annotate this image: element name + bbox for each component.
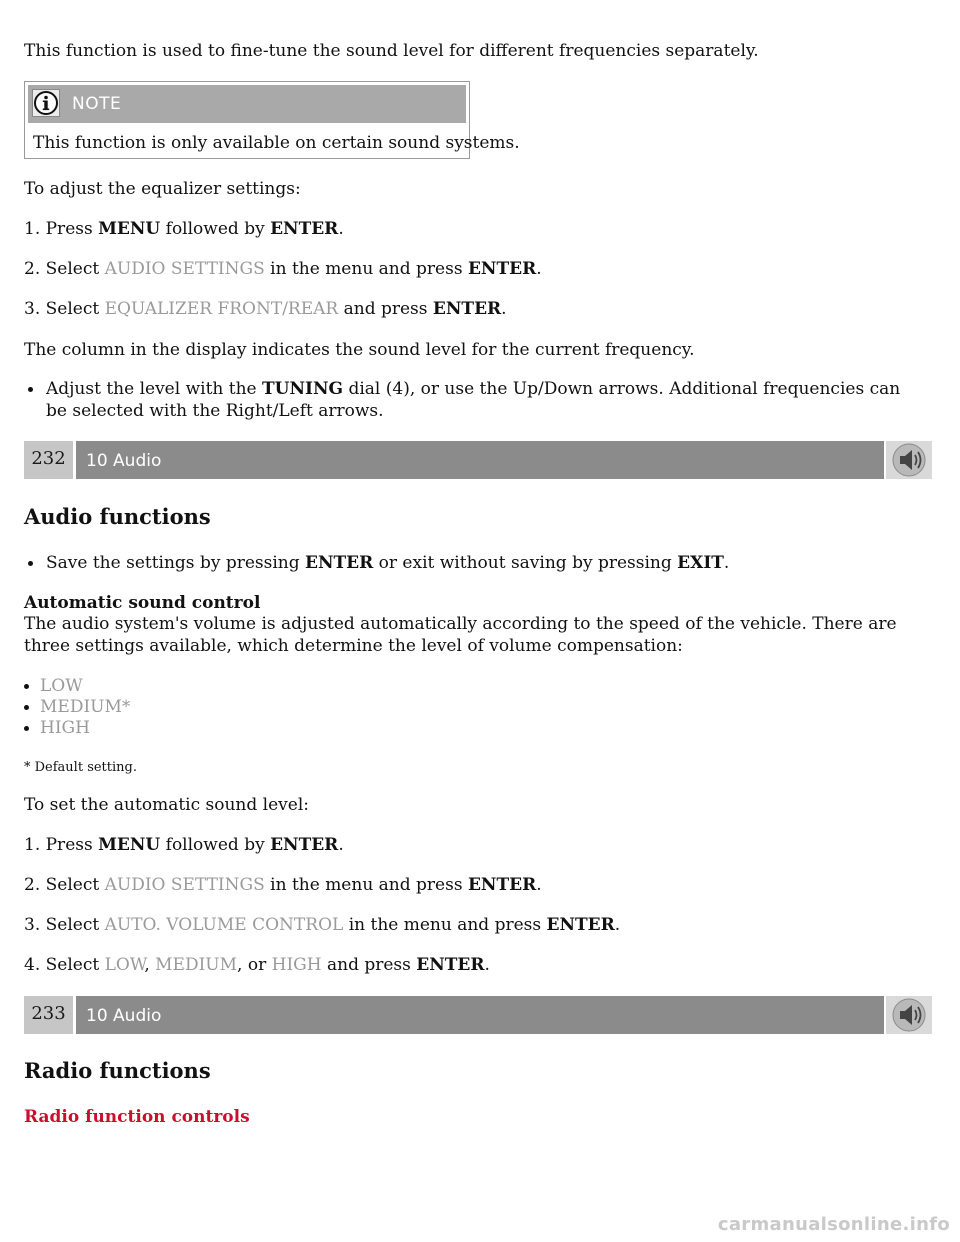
adjust-level-bullet: Adjust the level with the TUNING dial (4), or use the Up/Down arrows. Additional frequencies can be selected with the Right/Left arrows. [24, 378, 914, 422]
page-number: 233 [24, 996, 73, 1034]
footnote: * Default setting. [24, 760, 137, 775]
radio-function-controls-link[interactable]: Radio function controls [24, 1107, 250, 1127]
section-title-bar [76, 441, 884, 479]
heading-audio-functions: Audio functions [24, 504, 211, 529]
auto-step-3: 3. Select AUTO. VOLUME CONTROL in the menu and press ENTER. [24, 915, 621, 935]
level-item-medium: MEDIUM* [24, 696, 130, 718]
auto-step-4: 4. Select LOW, MEDIUM, or HIGH and press ENTER. [24, 955, 490, 975]
bullet-dot [28, 387, 33, 392]
column-text: The column in the display indicates the sound level for the current frequency. [24, 340, 695, 360]
bullet-dot [24, 726, 29, 731]
auto-step-2: 2. Select AUDIO SETTINGS in the menu and press ENTER. [24, 875, 542, 895]
speaker-icon [886, 441, 932, 479]
section-title: 10 Audio [86, 451, 162, 471]
level-item-low: LOW [24, 675, 83, 697]
intro-text: This function is used to fine-tune the sound level for different frequencies separately. [24, 41, 759, 61]
watermark: carmanualsonline.info [717, 1214, 950, 1235]
equalizer-lead: To adjust the equalizer settings: [24, 179, 301, 199]
speaker-icon [886, 996, 932, 1034]
page-number: 232 [24, 441, 73, 479]
note-header [28, 85, 466, 123]
note-text: This function is only available on certain sound systems. [33, 133, 520, 153]
note-label: NOTE [72, 94, 122, 114]
section-title: 10 Audio [86, 1006, 162, 1026]
equalizer-step-1: 1. Press MENU followed by ENTER. [24, 219, 344, 239]
section-title-bar [76, 996, 884, 1034]
heading-radio-functions: Radio functions [24, 1058, 211, 1083]
bullet-dot [24, 705, 29, 710]
section-bar-232 [24, 441, 932, 479]
save-settings-bullet: Save the settings by pressing ENTER or exit without saving by pressing EXIT. [24, 552, 914, 574]
info-icon [32, 89, 60, 117]
automatic-sound-control-text: The audio system's volume is adjusted automatically according to the speed of the vehicle. There are three settings available, which determine the level of volume compensation: [24, 614, 897, 656]
equalizer-step-3: 3. Select EQUALIZER FRONT/REAR and press ENTER. [24, 299, 507, 319]
note-box [24, 81, 520, 159]
automatic-sound-control-heading: Automatic sound control [24, 593, 261, 613]
equalizer-step-2: 2. Select AUDIO SETTINGS in the menu and press ENTER. [24, 259, 542, 279]
level-item-high: HIGH [24, 717, 90, 739]
bullet-dot [28, 561, 33, 566]
section-bar-233 [24, 996, 932, 1034]
bullet-dot [24, 684, 29, 689]
auto-sound-lead: To set the automatic sound level: [24, 795, 309, 815]
auto-step-1: 1. Press MENU followed by ENTER. [24, 835, 344, 855]
